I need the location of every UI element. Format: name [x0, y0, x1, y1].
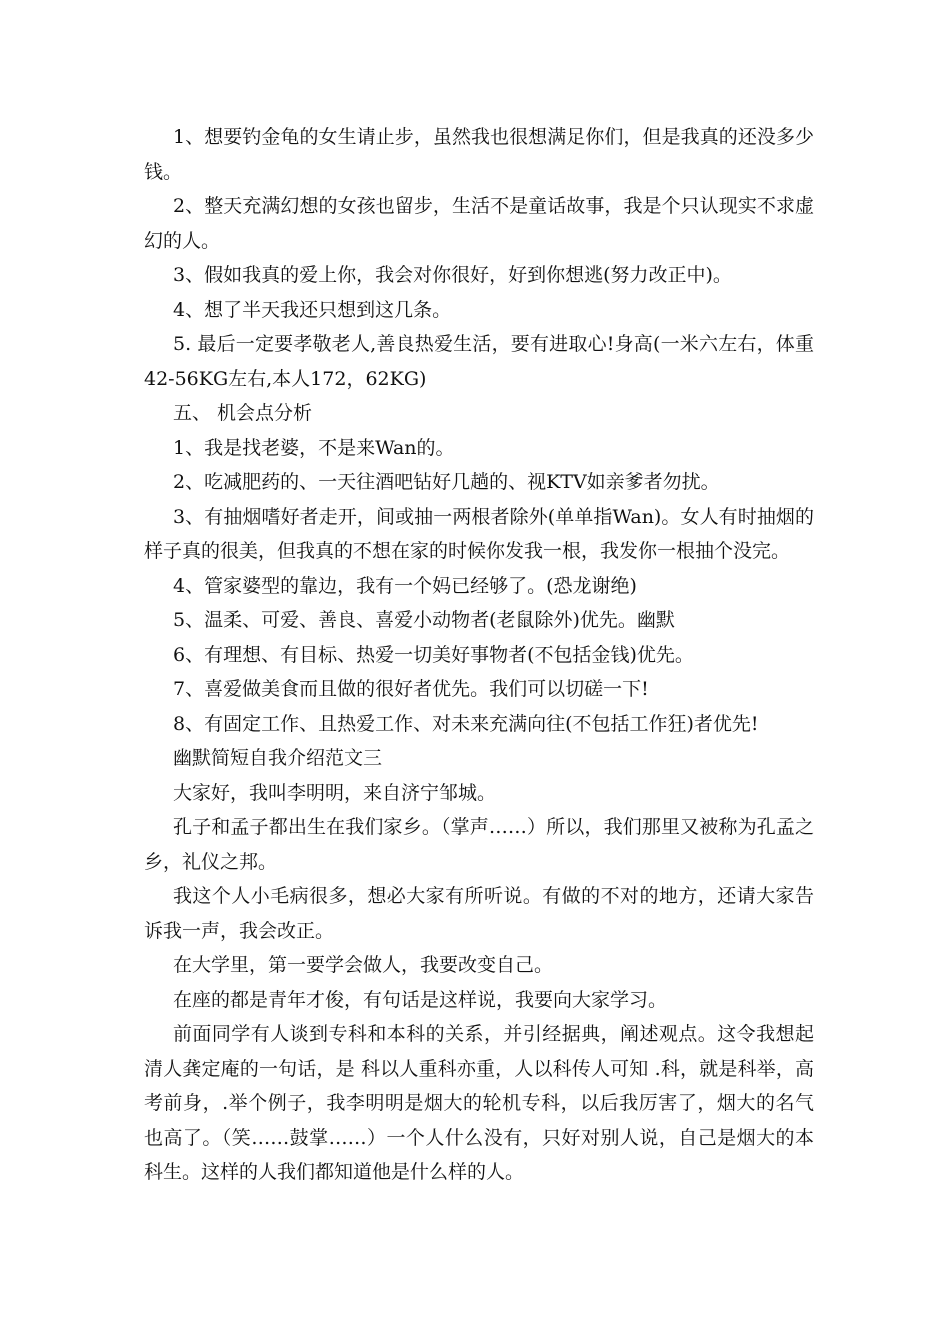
paragraph: 孔子和孟子都出生在我们家乡。（掌声……）所以，我们那里又被称为孔孟之乡，礼仪之邦。	[144, 816, 814, 873]
paragraph: 3、假如我真的爱上你，我会对你很好，好到你想逃(努力改正中)。	[173, 264, 732, 286]
paragraph: 5. 最后一定要孝敬老人,善良热爱生活，要有进取心!身高(一米六左右，体重42-56KG左右,本人172，62KG)	[144, 333, 814, 390]
paragraph: 8、有固定工作、且热爱工作、对未来充满向往(不包括工作狂)者优先!	[173, 712, 759, 735]
paragraph: 3、有抽烟嗜好者走开，间或抽一两根者除外(单单指Wan)。女人有时抽烟的样子真的很美，但我真的不想在家的时候你发我一根，我发你一根抽个没完。	[144, 505, 814, 562]
paragraph: 1、想要钓金龟的女生请止步，虽然我也很想满足你们，但是我真的还没多少钱。	[144, 126, 814, 183]
paragraph: 4、想了半天我还只想到这几条。	[173, 298, 452, 321]
paragraph: 4、管家婆型的靠边，我有一个妈已经够了。(恐龙谢绝)	[173, 574, 637, 597]
paragraph: 1、我是找老婆，不是来Wan的。	[173, 436, 455, 459]
paragraph: 7、喜爱做美食而且做的很好者优先。我们可以切磋一下!	[173, 678, 649, 700]
section-heading: 幽默简短自我介绍范文三	[173, 747, 383, 769]
paragraph: 大家好，我叫李明明，来自济宁邹城。	[173, 781, 497, 804]
paragraph: 6、有理想、有目标、热爱一切美好事物者(不包括金钱)优先。	[173, 643, 694, 666]
paragraph: 在座的都是青年才俊，有句话是这样说，我要向大家学习。	[173, 988, 668, 1011]
section-heading: 五、 机会点分析	[173, 402, 313, 424]
paragraph: 2、整天充满幻想的女孩也留步，生活不是童话故事，我是个只认现实不求虚幻的人。	[144, 195, 814, 252]
paragraph: 前面同学有人谈到专科和本科的关系，并引经据典，阐述观点。这令我想起清人龚定庵的一句话，是 科以人重科亦重，人以科传人可知 .科，就是科举，高考前身，.举个例子，我李明明是烟大的轮机专科，以后我厉害了，烟大的名气也高了。（笑……鼓掌……）一个人什么没有，只好对别人说，自己是烟大的本科生。这样的人我们都知道他是什么样的人。	[144, 1023, 814, 1183]
paragraph: 我这个人小毛病很多，想必大家有所听说。有做的不对的地方，还请大家告诉我一声，我会改正。	[144, 885, 814, 942]
paragraph: 5、温柔、可爱、善良、喜爱小动物者(老鼠除外)优先。幽默	[173, 609, 675, 631]
document-body	[144, 120, 814, 1190]
paragraph: 在大学里，第一要学会做人，我要改变自己。	[173, 954, 554, 976]
paragraph: 2、吃减肥药的、一天往酒吧钻好几趟的、视KTV如亲爹者勿扰。	[173, 471, 720, 493]
